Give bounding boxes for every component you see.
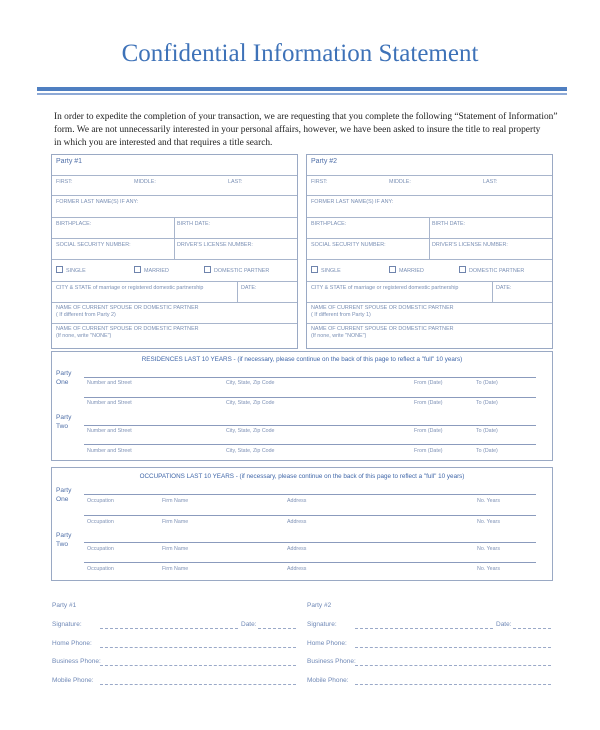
party-heading: Party #2 <box>311 158 338 165</box>
married-label: MARRIED <box>144 268 169 274</box>
mobile-phone-line[interactable] <box>100 684 296 685</box>
occupation-field[interactable]: Occupation <box>87 498 114 504</box>
single-checkbox[interactable] <box>56 266 63 273</box>
address-field[interactable]: Address <box>287 519 307 525</box>
occupation-field[interactable]: Occupation <box>87 519 114 525</box>
former-names-field[interactable]: FORMER LAST NAME(S) IF ANY: <box>311 199 394 205</box>
business-phone-label: Business Phone: <box>52 658 101 665</box>
business-phone-label: Business Phone: <box>307 658 356 665</box>
marriage-date-field[interactable]: DATE: <box>241 285 257 291</box>
street-field[interactable]: Number and Street <box>87 400 132 406</box>
mobile-phone-line[interactable] <box>355 684 551 685</box>
occupations-box <box>51 467 553 581</box>
city-state-zip-field[interactable]: City, State, Zip Code <box>226 428 275 434</box>
spouse-name-field-2[interactable]: NAME OF CURRENT SPOUSE OR DOMESTIC PARTNER <box>56 326 199 332</box>
address-field[interactable]: Address <box>287 546 307 552</box>
years-field[interactable]: No. Years <box>477 498 500 504</box>
domestic-partner-label: DOMESTIC PARTNER <box>214 268 270 274</box>
birth-date-field[interactable]: BIRTH DATE: <box>432 221 466 227</box>
signature-line[interactable] <box>355 628 493 629</box>
domestic-partner-label: DOMESTIC PARTNER <box>469 268 525 274</box>
city-state-zip-field[interactable]: City, State, Zip Code <box>226 448 275 454</box>
years-field[interactable]: No. Years <box>477 519 500 525</box>
title-rule-thin <box>37 93 567 95</box>
spouse-name-note-2: (If none, write "NONE") <box>56 333 112 339</box>
from-date-field[interactable]: From (Date) <box>414 448 443 454</box>
middle-name-field[interactable]: MIDDLE: <box>389 179 411 185</box>
married-checkbox[interactable] <box>389 266 396 273</box>
last-name-field[interactable]: LAST: <box>228 179 243 185</box>
firm-name-field[interactable]: Firm Name <box>162 566 189 572</box>
to-date-field[interactable]: To (Date) <box>476 428 498 434</box>
party-one-label: Party One <box>56 370 72 386</box>
date-label: Date: <box>496 621 512 628</box>
intro-line: in which you are interested and that requires a title search. <box>54 138 273 148</box>
street-field[interactable]: Number and Street <box>87 380 132 386</box>
last-name-field[interactable]: LAST: <box>483 179 498 185</box>
domestic-partner-checkbox[interactable] <box>459 266 466 273</box>
from-date-field[interactable]: From (Date) <box>414 428 443 434</box>
occupations-title: OCCUPATIONS LAST 10 YEARS - (if necessary, please continue on the back of this page to reflect a "full" 10 years) <box>139 473 465 480</box>
ssn-field[interactable]: SOCIAL SECURITY NUMBER: <box>56 242 131 248</box>
business-phone-line[interactable] <box>100 665 296 666</box>
party-heading: Party #1 <box>56 158 83 165</box>
birthplace-field[interactable]: BIRTHPLACE: <box>56 221 92 227</box>
home-phone-label: Home Phone: <box>52 640 92 647</box>
spouse-name-field[interactable]: NAME OF CURRENT SPOUSE OR DOMESTIC PARTNER <box>311 305 454 311</box>
intro-line: In order to expedite the completion of your transaction, we are requesting that you complete the following “Statement of Information” <box>54 112 558 122</box>
city-state-zip-field[interactable]: City, State, Zip Code <box>226 380 275 386</box>
firm-name-field[interactable]: Firm Name <box>162 498 189 504</box>
party-two-label: Party Two <box>56 414 72 430</box>
from-date-field[interactable]: From (Date) <box>414 380 443 386</box>
residences-box <box>51 351 553 461</box>
street-field[interactable]: Number and Street <box>87 428 132 434</box>
business-phone-line[interactable] <box>355 665 551 666</box>
spouse-name-field-2[interactable]: NAME OF CURRENT SPOUSE OR DOMESTIC PARTNER <box>311 326 454 332</box>
signature-label: Signature: <box>307 621 337 628</box>
mobile-phone-label: Mobile Phone: <box>52 677 94 684</box>
single-label: SINGLE <box>66 268 86 274</box>
spouse-name-note: ( If different from Party 1) <box>311 312 371 318</box>
address-field[interactable]: Address <box>287 566 307 572</box>
years-field[interactable]: No. Years <box>477 566 500 572</box>
party-one-label: Party One <box>56 487 72 503</box>
license-field[interactable]: DRIVER'S LICENSE NUMBER: <box>177 242 253 248</box>
party-heading: Party #2 <box>307 602 332 609</box>
home-phone-line[interactable] <box>100 647 296 648</box>
to-date-field[interactable]: To (Date) <box>476 448 498 454</box>
party-two-label: Party Two <box>56 532 72 548</box>
occupation-field[interactable]: Occupation <box>87 546 114 552</box>
address-field[interactable]: Address <box>287 498 307 504</box>
occupation-field[interactable]: Occupation <box>87 566 114 572</box>
birthplace-field[interactable]: BIRTHPLACE: <box>311 221 347 227</box>
signature-line[interactable] <box>100 628 238 629</box>
intro-line: form. We are not unnecessarily interested in your personal affairs, however, we have been asked to insure the title to real property <box>54 125 541 135</box>
first-name-field[interactable]: FIRST: <box>56 179 73 185</box>
signature-label: Signature: <box>52 621 82 628</box>
married-label: MARRIED <box>399 268 424 274</box>
city-state-zip-field[interactable]: City, State, Zip Code <box>226 400 275 406</box>
middle-name-field[interactable]: MIDDLE: <box>134 179 156 185</box>
to-date-field[interactable]: To (Date) <box>476 400 498 406</box>
former-names-field[interactable]: FORMER LAST NAME(S) IF ANY: <box>56 199 139 205</box>
mobile-phone-label: Mobile Phone: <box>307 677 349 684</box>
single-label: SINGLE <box>321 268 341 274</box>
marriage-city-state-field[interactable]: CITY & STATE of marriage or registered domestic partnership <box>56 285 204 291</box>
birth-date-field[interactable]: BIRTH DATE: <box>177 221 211 227</box>
first-name-field[interactable]: FIRST: <box>311 179 328 185</box>
date-line[interactable] <box>258 628 296 629</box>
domestic-partner-checkbox[interactable] <box>204 266 211 273</box>
firm-name-field[interactable]: Firm Name <box>162 519 189 525</box>
intro-paragraph <box>54 111 558 150</box>
firm-name-field[interactable]: Firm Name <box>162 546 189 552</box>
page-title: Confidential Information Statement <box>121 40 479 67</box>
date-line[interactable] <box>513 628 551 629</box>
party-2-info-box <box>306 154 553 349</box>
street-field[interactable]: Number and Street <box>87 448 132 454</box>
spouse-name-note-2: (If none, write "NONE") <box>311 333 367 339</box>
marriage-date-field[interactable]: DATE: <box>496 285 512 291</box>
date-label: Date: <box>241 621 257 628</box>
home-phone-line[interactable] <box>355 647 551 648</box>
residences-title: RESIDENCES LAST 10 YEARS - (if necessary, please continue on the back of this page to reflect a "full" 10 years) <box>141 356 463 363</box>
single-checkbox[interactable] <box>311 266 318 273</box>
from-date-field[interactable]: From (Date) <box>414 400 443 406</box>
party-heading: Party #1 <box>52 602 77 609</box>
marriage-city-state-field[interactable]: CITY & STATE of marriage or registered domestic partnership <box>311 285 459 291</box>
title-rule-thick <box>37 87 567 91</box>
party-1-info-box <box>51 154 298 349</box>
years-field[interactable]: No. Years <box>477 546 500 552</box>
ssn-field[interactable]: SOCIAL SECURITY NUMBER: <box>311 242 386 248</box>
license-field[interactable]: DRIVER'S LICENSE NUMBER: <box>432 242 508 248</box>
to-date-field[interactable]: To (Date) <box>476 380 498 386</box>
spouse-name-field[interactable]: NAME OF CURRENT SPOUSE OR DOMESTIC PARTNER <box>56 305 199 311</box>
married-checkbox[interactable] <box>134 266 141 273</box>
spouse-name-note: ( If different from Party 2) <box>56 312 116 318</box>
home-phone-label: Home Phone: <box>307 640 347 647</box>
